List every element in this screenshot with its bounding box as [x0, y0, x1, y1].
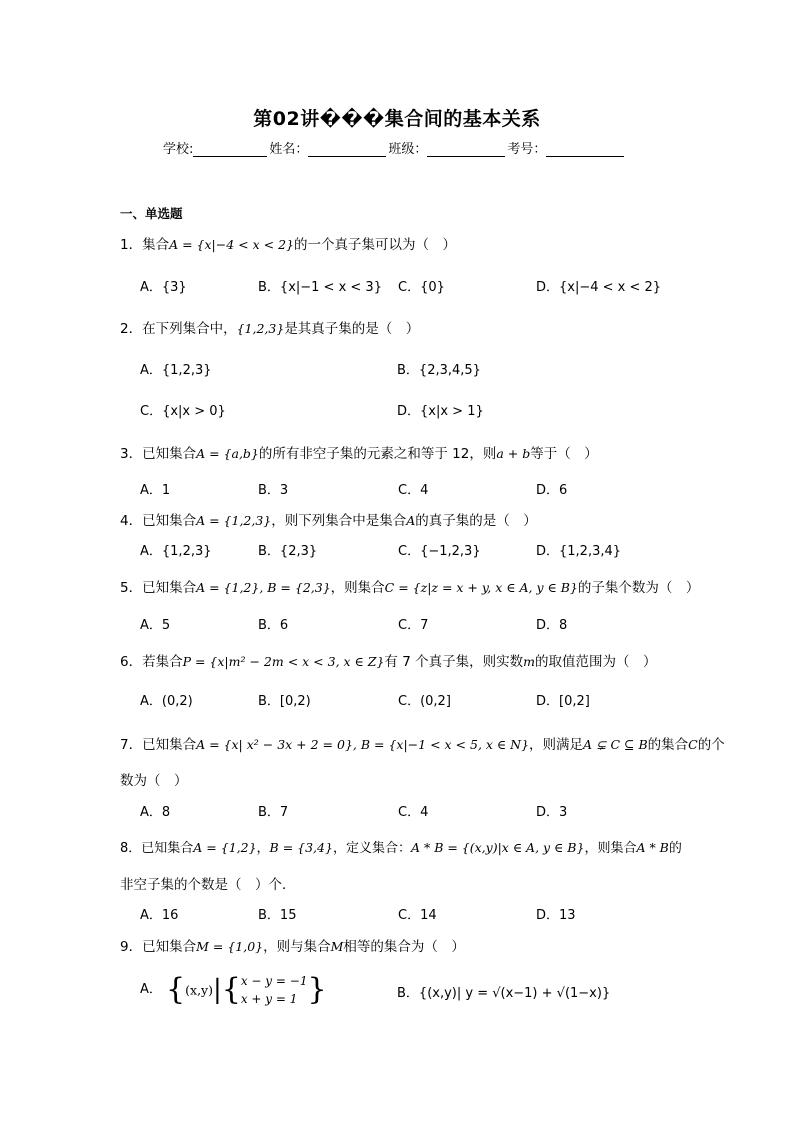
name-label: 姓名：	[269, 142, 309, 157]
question-number: 3．	[120, 446, 143, 462]
math-expression: A * B	[636, 840, 669, 855]
question-text: 的个	[697, 737, 725, 753]
question-text: 的所有非空子集的元素之和等于 12，则	[258, 446, 497, 462]
question-text: ，则满足	[529, 737, 584, 753]
question-number: 6．	[120, 654, 143, 670]
question-text: 已知集合	[142, 737, 197, 753]
math-expression: P = {x|m² − 2m < x < 3, x ∈ Z}	[182, 654, 385, 669]
math-expression: A * B = {(x,y)|x ∈ A, y ∈ B}	[410, 840, 585, 855]
question-text: 是其真子集的是（ ）	[284, 321, 420, 337]
school-field[interactable]	[193, 156, 267, 157]
page-title: 第02讲���集合间的基本关系	[253, 108, 541, 130]
math-expression: C = {z|z = x + y, x ∈ A, y ∈ B}	[384, 580, 578, 595]
math-expression: A = {a,b}	[196, 446, 259, 461]
equation-system-set	[166, 970, 327, 1010]
system-brace: {	[221, 972, 241, 1007]
math-expression: M = {1,0}	[196, 939, 264, 954]
option-a[interactable]: A．{1,2,3}	[140, 544, 212, 559]
school-label: 学校:	[163, 142, 194, 157]
option-c[interactable]: C．{−1,2,3}	[398, 544, 481, 559]
option-d[interactable]: D．{x|−4 < x < 2}	[536, 280, 662, 295]
math-expression: B = {3,4}	[269, 840, 333, 855]
question-8-continued: 非空子集的个数是（ ）个．	[120, 877, 296, 893]
option-c[interactable]: C．{0}	[398, 280, 445, 295]
name-field[interactable]	[308, 156, 386, 157]
question-5	[120, 576, 699, 596]
option-d[interactable]: D．8	[536, 618, 568, 633]
option-b[interactable]: B．{2,3}	[258, 544, 318, 559]
question-text: 的一个真子集可以为（ ）	[293, 237, 456, 253]
option-a[interactable]: A．8	[140, 805, 171, 820]
question-text: ，则集合	[330, 580, 385, 596]
math-expression: (x,y)	[185, 982, 213, 998]
math-expression: A = {x|−4 < x < 2}	[169, 237, 294, 252]
option-d[interactable]: D．{x|x > 1}	[397, 404, 484, 419]
question-text: 等于（ ）	[530, 446, 598, 462]
question-8	[120, 837, 682, 856]
question-text: 已知集合	[141, 841, 194, 856]
option-b[interactable]: B．15	[258, 908, 297, 923]
option-a[interactable]: A．5	[140, 618, 171, 633]
question-2	[120, 317, 419, 337]
option-c[interactable]: C．{x|x > 0}	[140, 404, 226, 419]
question-text: ，	[256, 841, 270, 856]
class-label: 班级：	[388, 142, 428, 157]
question-text: 相等的集合为（ ）	[343, 939, 465, 955]
option-b[interactable]: B．6	[258, 618, 289, 633]
math-expression: A = {1,2}, B = {2,3}	[196, 580, 331, 595]
question-text: 已知集合	[142, 580, 197, 596]
option-b[interactable]: B．7	[258, 805, 289, 820]
option-b[interactable]: B．{(x,y)| y = √(x−1) + √(1−x)}	[397, 986, 611, 1001]
option-b[interactable]: B．{x|−1 < x < 3}	[258, 280, 382, 295]
question-text: 的子集个数为（ ）	[577, 580, 700, 596]
question-6	[120, 650, 656, 670]
question-text: 已知集合	[142, 939, 197, 955]
math-expression: A ⊊ C ⊆ B	[583, 737, 648, 752]
number-label: 考号：	[507, 142, 547, 157]
question-9	[120, 935, 465, 955]
option-a[interactable]: A．(0,2)	[140, 694, 193, 709]
option-a[interactable]: A．1	[140, 483, 171, 498]
question-text: ，则与集合	[263, 939, 331, 955]
right-brace: }	[307, 972, 327, 1007]
math-expression: a + b	[496, 446, 531, 461]
math-expression: m	[523, 654, 535, 669]
question-text: 有 7 个真子集，则实数	[384, 654, 524, 670]
option-b[interactable]: B．{2,3,4,5}	[397, 363, 481, 378]
question-text: ，则集合	[584, 841, 637, 856]
option-a[interactable]: A．{1,2,3}	[140, 363, 212, 378]
bar-separator: |	[212, 975, 222, 1005]
option-c[interactable]: C．4	[398, 805, 429, 820]
question-3	[120, 442, 598, 462]
question-number: 7．	[120, 737, 143, 753]
question-text: 的集合	[647, 737, 689, 753]
question-text: 在下列集合中，	[142, 321, 237, 337]
math-expression: A = {x| x² − 3x + 2 = 0}, B = {x|−1 < x < 5, x ∈ N}	[196, 737, 530, 752]
question-number: 2．	[120, 321, 143, 337]
question-1	[120, 233, 456, 253]
class-field[interactable]	[427, 156, 505, 157]
option-c[interactable]: C．7	[398, 618, 429, 633]
option-c[interactable]: C．14	[398, 908, 437, 923]
question-text: 的	[668, 841, 682, 856]
question-text: ，则下列集合中是集合	[271, 513, 407, 529]
question-7-continued: 数为（ ）	[120, 773, 188, 789]
option-b[interactable]: B．3	[258, 483, 289, 498]
question-number: 9．	[120, 939, 143, 955]
option-a[interactable]: A．{3}	[140, 280, 187, 295]
option-d[interactable]: D．{1,2,3,4}	[536, 544, 622, 559]
option-d[interactable]: D．13	[536, 908, 576, 923]
question-number: 1．	[120, 237, 143, 253]
option-label: A．	[140, 982, 162, 997]
question-text: 集合	[142, 237, 170, 253]
question-4	[120, 509, 537, 529]
left-brace: {	[166, 972, 186, 1007]
question-text: 已知集合	[142, 446, 197, 462]
question-number: 5．	[120, 580, 143, 596]
math-expression: {1,2,3}	[236, 321, 285, 336]
question-number: 8．	[120, 841, 142, 856]
question-text: 若集合	[142, 654, 183, 670]
number-field[interactable]	[546, 156, 624, 157]
option-d[interactable]: D．[0,2]	[536, 694, 590, 709]
equation: x − y = −1	[240, 974, 308, 988]
question-text: 的真子集的是（ ）	[415, 513, 537, 529]
option-d[interactable]: D．3	[536, 805, 568, 820]
section-heading: 一、单选题	[120, 206, 183, 221]
math-expression: M	[330, 939, 344, 954]
option-a[interactable]	[140, 970, 327, 1010]
option-c[interactable]: C．4	[398, 483, 429, 498]
equation: x + y = 1	[240, 992, 298, 1006]
equation-system	[241, 972, 308, 1008]
math-expression: C	[688, 737, 698, 752]
option-b[interactable]: B．[0,2)	[258, 694, 311, 709]
question-text: 已知集合	[142, 513, 197, 529]
question-text: ，定义集合：	[332, 841, 411, 856]
math-expression: A = {1,2,3}	[196, 513, 272, 528]
option-d[interactable]: D．6	[536, 483, 568, 498]
question-number: 4．	[120, 513, 143, 529]
math-expression: A = {1,2}	[193, 840, 257, 855]
question-text: 的取值范围为（ ）	[534, 654, 657, 670]
option-a[interactable]: A．16	[140, 908, 179, 923]
option-c[interactable]: C．(0,2]	[398, 694, 451, 709]
question-7	[120, 733, 725, 753]
student-info-line	[163, 138, 626, 157]
math-expression: A	[406, 513, 416, 528]
